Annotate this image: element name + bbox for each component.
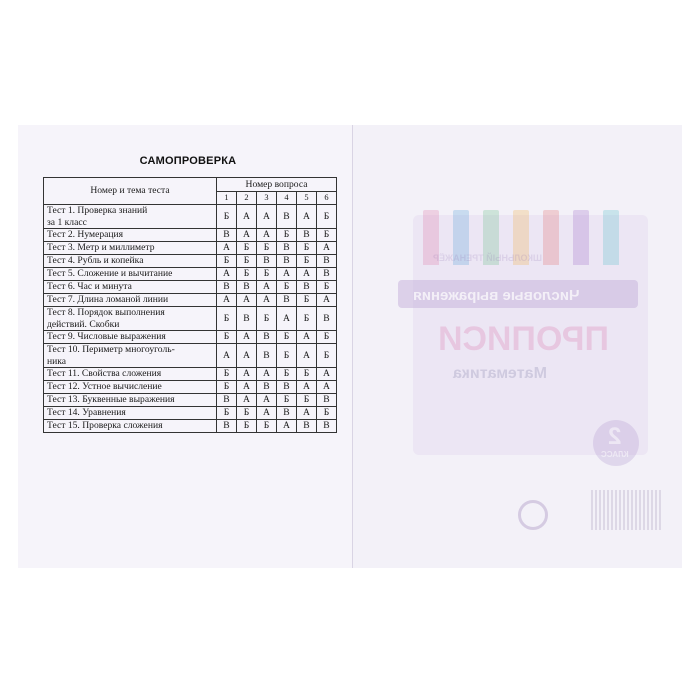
table-row [44,381,337,394]
test-topic-line: Тест 3. Метр и миллиметр [47,242,155,253]
answer-cell: А [277,420,297,433]
answer-cell: А [237,205,257,229]
answer-cell: А [217,268,237,281]
test-topic [44,255,217,268]
series-showthrough: ШКОЛЬНЫЙ ТРЕНАЖЁР [433,253,543,263]
test-topic [44,381,217,394]
question-number-3: 3 [257,192,277,205]
answer-cell: Б [217,368,237,381]
answer-cell: Б [277,331,297,344]
answer-cell: А [297,268,317,281]
answer-cell: А [237,381,257,394]
table-row [44,229,337,242]
answer-cell: Б [297,255,317,268]
test-topic-line: Тест 12. Устное вычисление [47,381,162,392]
table-row [44,394,337,407]
answer-cell: В [257,344,277,368]
answer-cell: Б [237,255,257,268]
subject-showthrough: Математика [453,365,548,382]
header-topic: Номер и тема теста [44,178,217,205]
answer-cell: А [257,205,277,229]
answer-cell: Б [297,368,317,381]
answer-cell: А [237,229,257,242]
open-workbook [18,125,682,568]
answer-cell: Б [257,268,277,281]
answer-cell: А [317,381,337,394]
answer-cell: Б [217,331,237,344]
publisher-logo-showthrough [518,500,548,530]
answer-cell: Б [277,281,297,294]
test-topic [44,205,217,229]
answer-cell: А [257,281,277,294]
answer-cell: А [277,268,297,281]
answer-cell: А [237,331,257,344]
barcode-showthrough [591,490,661,530]
answer-cell: Б [277,344,297,368]
test-topic [44,368,217,381]
answer-cell: В [277,205,297,229]
answer-cell: В [297,420,317,433]
topic-showthrough: Числовые выражения [413,287,580,304]
answer-cell: В [217,394,237,407]
answer-cell: А [237,344,257,368]
table-row [44,344,337,368]
pencil-showthrough [573,210,589,265]
answer-cell: А [317,368,337,381]
test-topic [44,344,217,368]
answer-cell: Б [297,242,317,255]
answer-cell: Б [257,420,277,433]
test-topic-line: Тест 11. Свойства сложения [47,368,162,379]
left-page [18,125,353,568]
test-topic [44,407,217,420]
answer-cell: В [277,242,297,255]
test-topic-line: Тест 15. Проверка сложения [47,420,163,431]
table-row [44,281,337,294]
answer-cell: В [277,407,297,420]
grade-number-showthrough: 2 [608,423,622,450]
test-topic [44,229,217,242]
test-topic-line: Тест 9. Числовые выражения [47,331,166,342]
answer-cell: Б [237,242,257,255]
answer-cell: А [297,205,317,229]
answer-cell: А [257,294,277,307]
question-number-2: 2 [237,192,257,205]
answer-cell: Б [297,394,317,407]
answer-cell: В [297,229,317,242]
table-row [44,268,337,281]
test-topic-line: Тест 1. Проверка знаний [47,205,148,216]
answer-cell: Б [297,307,317,331]
answer-cell: В [277,255,297,268]
answer-cell: Б [317,205,337,229]
answer-cell: А [317,242,337,255]
question-number-1: 1 [217,192,237,205]
table-row [44,294,337,307]
test-topic-line: Тест 13. Буквенные выражения [47,394,175,405]
answer-cell: Б [317,344,337,368]
question-number-6: 6 [317,192,337,205]
answer-cell: А [297,407,317,420]
table-row [44,242,337,255]
test-topic [44,394,217,407]
answer-cell: А [217,242,237,255]
answer-cell: А [297,381,317,394]
test-topic-line: Тест 14. Уравнения [47,407,126,418]
answer-cell: Б [257,307,277,331]
answer-cell: В [297,281,317,294]
title-showthrough: ПРОПИСИ [438,320,609,358]
answer-cell: В [237,307,257,331]
answer-cell: Б [317,407,337,420]
answer-cell: А [217,294,237,307]
page-title: САМОПРОВЕРКА [139,155,237,167]
answer-cell: А [237,394,257,407]
test-topic [44,281,217,294]
answer-cell: Б [257,242,277,255]
answer-cell: В [217,420,237,433]
answer-cell: А [217,344,237,368]
table-row [44,368,337,381]
test-topic [44,420,217,433]
answer-cell: Б [237,268,257,281]
test-topic [44,307,217,331]
answer-cell: А [317,294,337,307]
answer-cell: Б [237,407,257,420]
answer-cell: Б [317,281,337,294]
test-topic-line: Тест 10. Периметр многоуголь- [47,344,175,355]
question-number-5: 5 [297,192,317,205]
answer-cell: В [277,381,297,394]
test-topic-line: Тест 4. Рубль и копейка [47,255,144,266]
right-page [353,125,682,568]
answer-cell: В [237,281,257,294]
answer-cell: В [217,229,237,242]
answer-cell: А [257,368,277,381]
table-row [44,331,337,344]
test-topic-line: Тест 5. Сложение и вычитание [47,268,173,279]
table-row [44,420,337,433]
test-topic [44,331,217,344]
table-row [44,255,337,268]
test-topic-line: за 1 класс [47,216,87,228]
answer-cell: Б [217,381,237,394]
test-topic [44,268,217,281]
answer-cell: А [297,331,317,344]
answer-cell: Б [237,420,257,433]
answer-cell: В [217,281,237,294]
test-topic-line: Тест 2. Нумерация [47,229,124,240]
grade-label-showthrough: КЛАСС [601,450,629,459]
answer-cell: Б [217,307,237,331]
answer-cell: Б [317,229,337,242]
answer-cell: Б [277,368,297,381]
table-row [44,205,337,229]
answer-cell: В [317,268,337,281]
answer-cell: В [277,294,297,307]
answer-cell: Б [277,229,297,242]
pencil-showthrough [543,210,559,265]
answer-cell: В [257,255,277,268]
answer-cell: В [317,420,337,433]
table-row [44,307,337,331]
answer-cell: А [257,229,277,242]
test-topic-line: ника [47,355,67,367]
answer-cell: А [237,294,257,307]
answer-cell: В [317,255,337,268]
answer-cell: Б [217,255,237,268]
answer-cell: А [257,407,277,420]
test-topic-line: Тест 7. Длина ломаной линии [47,294,169,305]
answer-cell: Б [217,407,237,420]
answer-cell: Б [217,205,237,229]
test-topic-line: действий. Скобки [47,318,120,330]
test-topic-line: Тест 6. Час и минута [47,281,132,292]
test-topic [44,294,217,307]
answer-cell: Б [297,294,317,307]
answer-cell: В [317,394,337,407]
answer-cell: А [277,307,297,331]
table-row [44,407,337,420]
test-topic-line: Тест 8. Порядок выполнения [47,307,165,318]
header-questions: Номер вопроса [217,178,337,192]
test-topic [44,242,217,255]
answer-cell: А [257,394,277,407]
answer-cell: А [297,344,317,368]
answer-cell: В [257,381,277,394]
answer-cell: Б [277,394,297,407]
answer-cell: Б [317,331,337,344]
pencil-showthrough [603,210,619,265]
answer-cell: А [237,368,257,381]
question-number-4: 4 [277,192,297,205]
answer-cell: В [317,307,337,331]
answer-cell: В [257,331,277,344]
answer-key-table [43,177,337,433]
